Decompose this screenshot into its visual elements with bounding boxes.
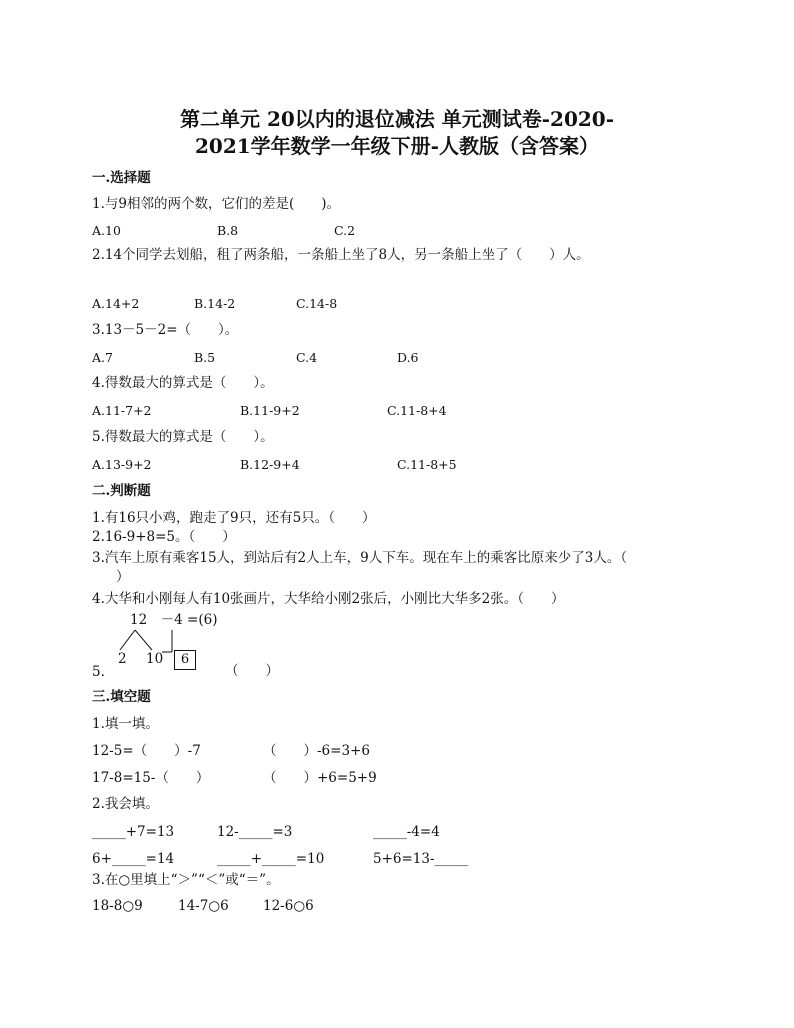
choice-q2-option-c: C.14-8 <box>296 296 338 311</box>
fill-q3-b: 14-7○6 <box>178 898 229 914</box>
choice-q2-option-a: A.14+2 <box>92 296 140 311</box>
fill-q2-row1-b: 12-_____=3 <box>217 824 293 840</box>
fill-q1-row1-left: 12-5=（ ）-7 <box>92 743 201 759</box>
fill-q2-row1-a: _____+7=13 <box>92 824 175 840</box>
choice-q4-option-b: B.11-9+2 <box>240 403 300 418</box>
fill-q1-row2-right: （ ）+6=5+9 <box>263 770 377 786</box>
judge-q1: 1.有16只小鸡，跑走了9只，还有5只。（ ） <box>92 510 376 526</box>
judge-q3-line-1: 3.汽车上原有乘客15人，到站后有2人上车，9人下车。现在车上的乘客比原来少了3人。（ <box>92 550 628 566</box>
judge-q2: 2.16-9+8=5。（ ） <box>92 529 236 545</box>
judge-q3-line-2: ） <box>116 569 130 585</box>
fill-q2-row2-c: 5+6=13-_____ <box>373 851 469 867</box>
choice-q3-option-b: B.5 <box>194 350 216 365</box>
fill-q2-row2-b: _____+_____=10 <box>217 851 325 867</box>
fill-q2-row2-a: 6+_____=14 <box>92 851 175 867</box>
page-title-line-1: 第二单元 20以内的退位减法 单元测试卷-2020- <box>179 107 615 131</box>
choice-q3-option-a: A.7 <box>92 350 113 365</box>
choice-q4-stem: 4.得数最大的算式是（ ）。 <box>92 375 274 391</box>
fill-q3-a: 18-8○9 <box>92 898 143 914</box>
judge-q5-number: 5. <box>92 664 105 680</box>
answer-box: 6 <box>174 650 196 670</box>
page-title-line-2: 2021学年数学一年级下册-人教版（含答案） <box>195 134 599 158</box>
split-equation: 12 －4 =(6) <box>130 612 218 628</box>
choice-q5-stem: 5.得数最大的算式是（ ）。 <box>92 429 274 445</box>
choice-q3-stem: 3.13－5－2=（ ）。 <box>92 322 239 338</box>
choice-q5-option-c: C.11-8+5 <box>397 457 457 472</box>
split-left-number: 2 <box>118 651 127 667</box>
fill-q2-row1-c: _____-4=4 <box>373 824 440 840</box>
choice-q1-stem: 1.与9相邻的两个数，它们的差是( )。 <box>92 196 341 212</box>
section-heading-judge: 二.判断题 <box>92 483 151 499</box>
fill-q3-stem: 3.在○里填上“＞”“＜”或“＝”。 <box>92 872 280 888</box>
fill-q1-row1-right: （ ）-6=3+6 <box>263 743 370 759</box>
fill-q1-row2-left: 17-8=15-（ ） <box>92 770 210 786</box>
choice-q3-option-c: C.4 <box>296 350 318 365</box>
split-right-number: 10 <box>146 651 164 667</box>
choice-q4-option-c: C.11-8+4 <box>387 403 447 418</box>
choice-q1-option-a: A.10 <box>92 223 121 238</box>
section-heading-fill: 三.填空题 <box>92 689 151 705</box>
fill-q3-c: 12-6○6 <box>263 898 314 914</box>
choice-q1-option-b: B.8 <box>217 223 239 238</box>
choice-q2-option-b: B.14-2 <box>194 296 236 311</box>
fill-q1-stem: 1.填一填。 <box>92 716 159 732</box>
choice-q2-stem: 2.14个同学去划船，租了两条船，一条船上坐了8人，另一条船上坐了（ ）人。 <box>92 247 590 263</box>
choice-q4-option-a: A.11-7+2 <box>92 403 152 418</box>
judge-q5-answer-paren: （ ） <box>225 663 279 679</box>
choice-q5-option-b: B.12-9+4 <box>240 457 300 472</box>
fill-q2-stem: 2.我会填。 <box>92 796 159 812</box>
choice-q3-option-d: D.6 <box>397 350 419 365</box>
section-heading-choice: 一.选择题 <box>92 170 151 186</box>
choice-q1-option-c: C.2 <box>334 223 356 238</box>
judge-q4: 4.大华和小刚每人有10张画片，大华给小刚2张后，小刚比大华多2张。（ ） <box>92 591 565 607</box>
choice-q5-option-a: A.13-9+2 <box>92 457 152 472</box>
